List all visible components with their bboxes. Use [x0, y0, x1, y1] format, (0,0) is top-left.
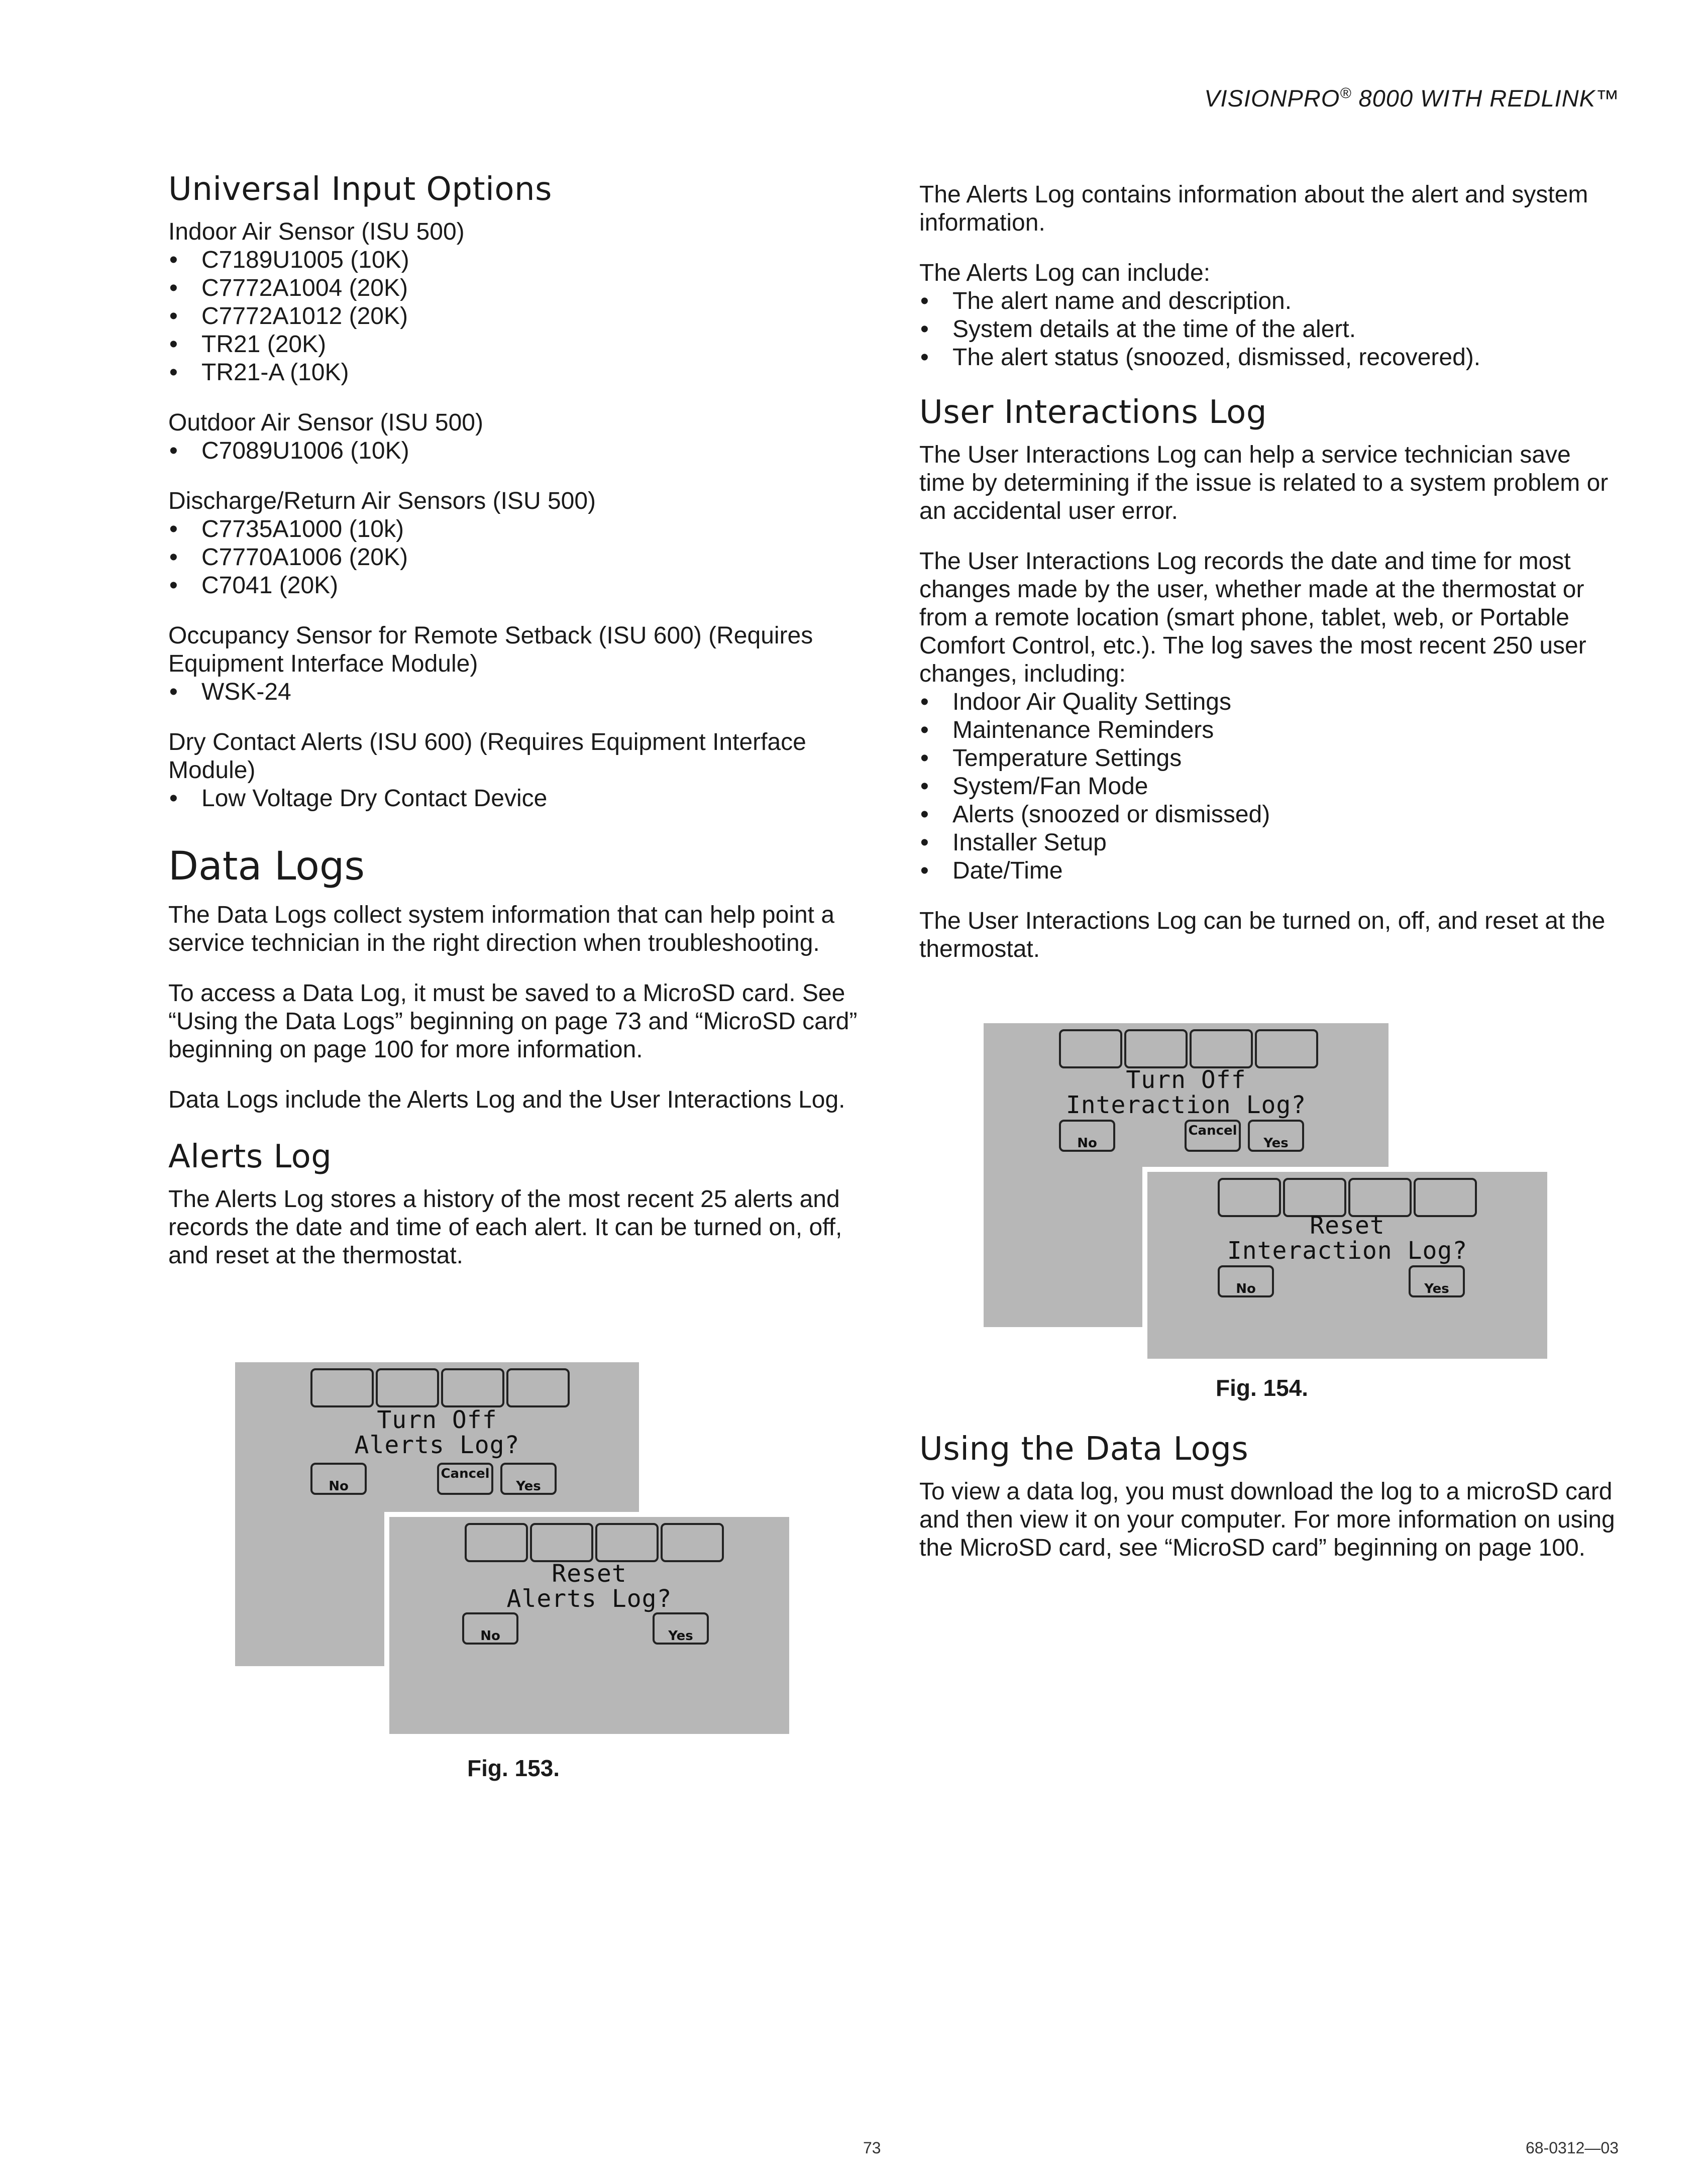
outdoor-sensor-list [168, 437, 872, 465]
data-logs-paragraph-3: Data Logs include the Alerts Log and the User Interactions Log. [168, 1086, 845, 1113]
no-button[interactable]: No [310, 1463, 367, 1495]
screen-prompt-line-1: Reset [552, 1560, 627, 1588]
list-item: • C7089U1006 (10K) [168, 437, 872, 465]
list-item: • The alert status (snoozed, dismissed, recovered). [919, 344, 1623, 372]
data-logs-paragraph-2: To access a Data Log, it must be saved to a MicroSD card. See “Using the Data Logs” beginning on page 73 and “MicroSD card” beginning on page 100 for more information. [168, 980, 858, 1063]
list-item: • Maintenance Reminders [919, 716, 1623, 744]
no-button[interactable]: No [1218, 1265, 1274, 1297]
yes-button[interactable]: Yes [1248, 1120, 1304, 1152]
list-item: • TR21 (20K) [168, 331, 872, 359]
screen-tab-slot [1218, 1178, 1281, 1217]
cancel-button[interactable]: Cancel [437, 1463, 493, 1495]
screen-prompt-line-2: Interaction Log? [1227, 1237, 1468, 1265]
user-interactions-paragraph-1: The User Interactions Log can help a service technician save time by determining if the issue is related to a system problem or an accidental user error. [919, 442, 1609, 524]
list-item: • C7770A1006 (20K) [168, 543, 872, 572]
screen-tab-slot [1059, 1029, 1122, 1068]
occupancy-sensor-list [168, 678, 872, 706]
screen-tab-slot [661, 1523, 724, 1562]
screen-prompt-line-1: Turn Off [1126, 1066, 1246, 1094]
list-item: • Temperature Settings [919, 744, 1623, 773]
list-item: • C7189U1005 (10K) [168, 246, 872, 274]
list-item: • The alert name and description. [919, 287, 1623, 315]
screen-tab-slot [1414, 1178, 1477, 1217]
list-item: • Date/Time [919, 857, 1623, 885]
page-number: 73 [863, 2139, 881, 2157]
dry-contact-label: Dry Contact Alerts (ISU 600) (Requires Equipment Interface Module) [168, 729, 806, 784]
screen-prompt-line-1: Reset [1310, 1212, 1385, 1240]
list-item: • C7772A1012 (20K) [168, 302, 872, 331]
screen-tab-slot [1255, 1029, 1318, 1068]
figure-154 [984, 1023, 1551, 1360]
list-item: • Alerts (snoozed or dismissed) [919, 801, 1623, 829]
indoor-sensor-label: Indoor Air Sensor (ISU 500) [168, 219, 465, 245]
screen-tab-slot [441, 1368, 504, 1407]
no-button[interactable]: No [462, 1612, 518, 1645]
occupancy-sensor-label: Occupancy Sensor for Remote Setback (ISU 600) (Requires Equipment Interface Module) [168, 622, 813, 677]
list-item: • C7772A1004 (20K) [168, 274, 872, 302]
screen-prompt-line-2: Interaction Log? [1065, 1091, 1307, 1119]
user-interactions-log-title: User Interactions Log [919, 394, 1267, 431]
header-reg-mark: ® [1340, 85, 1352, 102]
no-button[interactable]: No [1059, 1120, 1115, 1152]
alerts-log-paragraph: The Alerts Log stores a history of the most recent 25 alerts and records the date and time of each alert. It can be turned on, off, and reset at the thermostat. [168, 1186, 842, 1269]
header-rest: 8000 WITH REDLINK™ [1351, 85, 1620, 112]
universal-input-title: Universal Input Options [168, 171, 552, 208]
screen-tab-slot [465, 1523, 528, 1562]
indoor-sensor-list [168, 246, 872, 387]
screen-tab-slot [506, 1368, 570, 1407]
screen-prompt-line-1: Turn Off [377, 1406, 497, 1434]
screen-tab-slot [595, 1523, 659, 1562]
list-item: • Low Voltage Dry Contact Device [168, 785, 872, 813]
list-item: • Indoor Air Quality Settings [919, 688, 1623, 716]
list-item: • WSK-24 [168, 678, 872, 706]
list-item: • TR21-A (10K) [168, 359, 872, 387]
screen-prompt-line-2: Alerts Log? [354, 1431, 520, 1459]
outdoor-sensor-label: Outdoor Air Sensor (ISU 500) [168, 409, 483, 436]
yes-button[interactable]: Yes [500, 1463, 557, 1495]
discharge-sensor-list [168, 515, 872, 600]
running-header [1204, 84, 1620, 112]
figure-153 [235, 1362, 793, 1734]
screen-tab-row [1059, 1029, 1318, 1068]
alerts-log-contains-paragraph: The Alerts Log contains information about the alert and system information. [919, 181, 1588, 236]
list-item: • C7735A1000 (10k) [168, 515, 872, 543]
user-interactions-list [919, 688, 1623, 885]
using-data-logs-section [919, 1431, 1623, 1584]
list-item: • System details at the time of the alert. [919, 315, 1623, 344]
list-item: • System/Fan Mode [919, 773, 1623, 801]
yes-button[interactable]: Yes [653, 1612, 709, 1645]
alerts-log-title: Alerts Log [168, 1138, 332, 1175]
screen-prompt-line-2: Alerts Log? [506, 1585, 672, 1613]
using-data-logs-title: Using the Data Logs [919, 1431, 1249, 1468]
alerts-log-include-list [919, 287, 1623, 372]
data-logs-title: Data Logs [168, 844, 365, 889]
left-column [168, 171, 872, 1292]
cancel-button[interactable]: Cancel [1185, 1120, 1241, 1152]
screen-tab-slot [1124, 1029, 1188, 1068]
header-product: VISIONPRO [1204, 85, 1340, 112]
figure-153-caption: Fig. 153. [467, 1755, 560, 1781]
screen-tab-row [465, 1523, 724, 1562]
thermostat-screen-reset [389, 1517, 789, 1734]
screen-tab-slot [530, 1523, 593, 1562]
right-column [919, 181, 1623, 986]
discharge-sensor-label: Discharge/Return Air Sensors (ISU 500) [168, 488, 596, 514]
using-data-logs-paragraph: To view a data log, you must download the log to a microSD card and then view it on your computer. For more information on using the MicroSD card, see “MicroSD card” beginning on page 100. [919, 1478, 1615, 1561]
yes-button[interactable]: Yes [1409, 1265, 1465, 1297]
dry-contact-list [168, 785, 872, 813]
alerts-log-include-label: The Alerts Log can include: [919, 260, 1211, 286]
screen-tab-slot [310, 1368, 374, 1407]
screen-tab-row [310, 1368, 570, 1407]
screen-tab-slot [376, 1368, 439, 1407]
list-item: • Installer Setup [919, 829, 1623, 857]
document-number: 68-0312—03 [1525, 2139, 1619, 2157]
user-interactions-paragraph-3: The User Interactions Log can be turned on, off, and reset at the thermostat. [919, 908, 1606, 962]
figure-154-caption: Fig. 154. [1216, 1375, 1309, 1401]
list-item: • C7041 (20K) [168, 572, 872, 600]
screen-tab-slot [1190, 1029, 1253, 1068]
user-interactions-paragraph-2: The User Interactions Log records the date and time for most changes made by the user, whether made at the thermostat or from a remote location (smart phone, tablet, web, or Portable Comfort Control, etc.). The log saves the most recent 250 user changes, including: [919, 548, 1586, 687]
thermostat-screen-reset [1147, 1172, 1547, 1359]
data-logs-paragraph-1: The Data Logs collect system information that can help point a service technician in the right direction when troubleshooting. [168, 902, 835, 956]
